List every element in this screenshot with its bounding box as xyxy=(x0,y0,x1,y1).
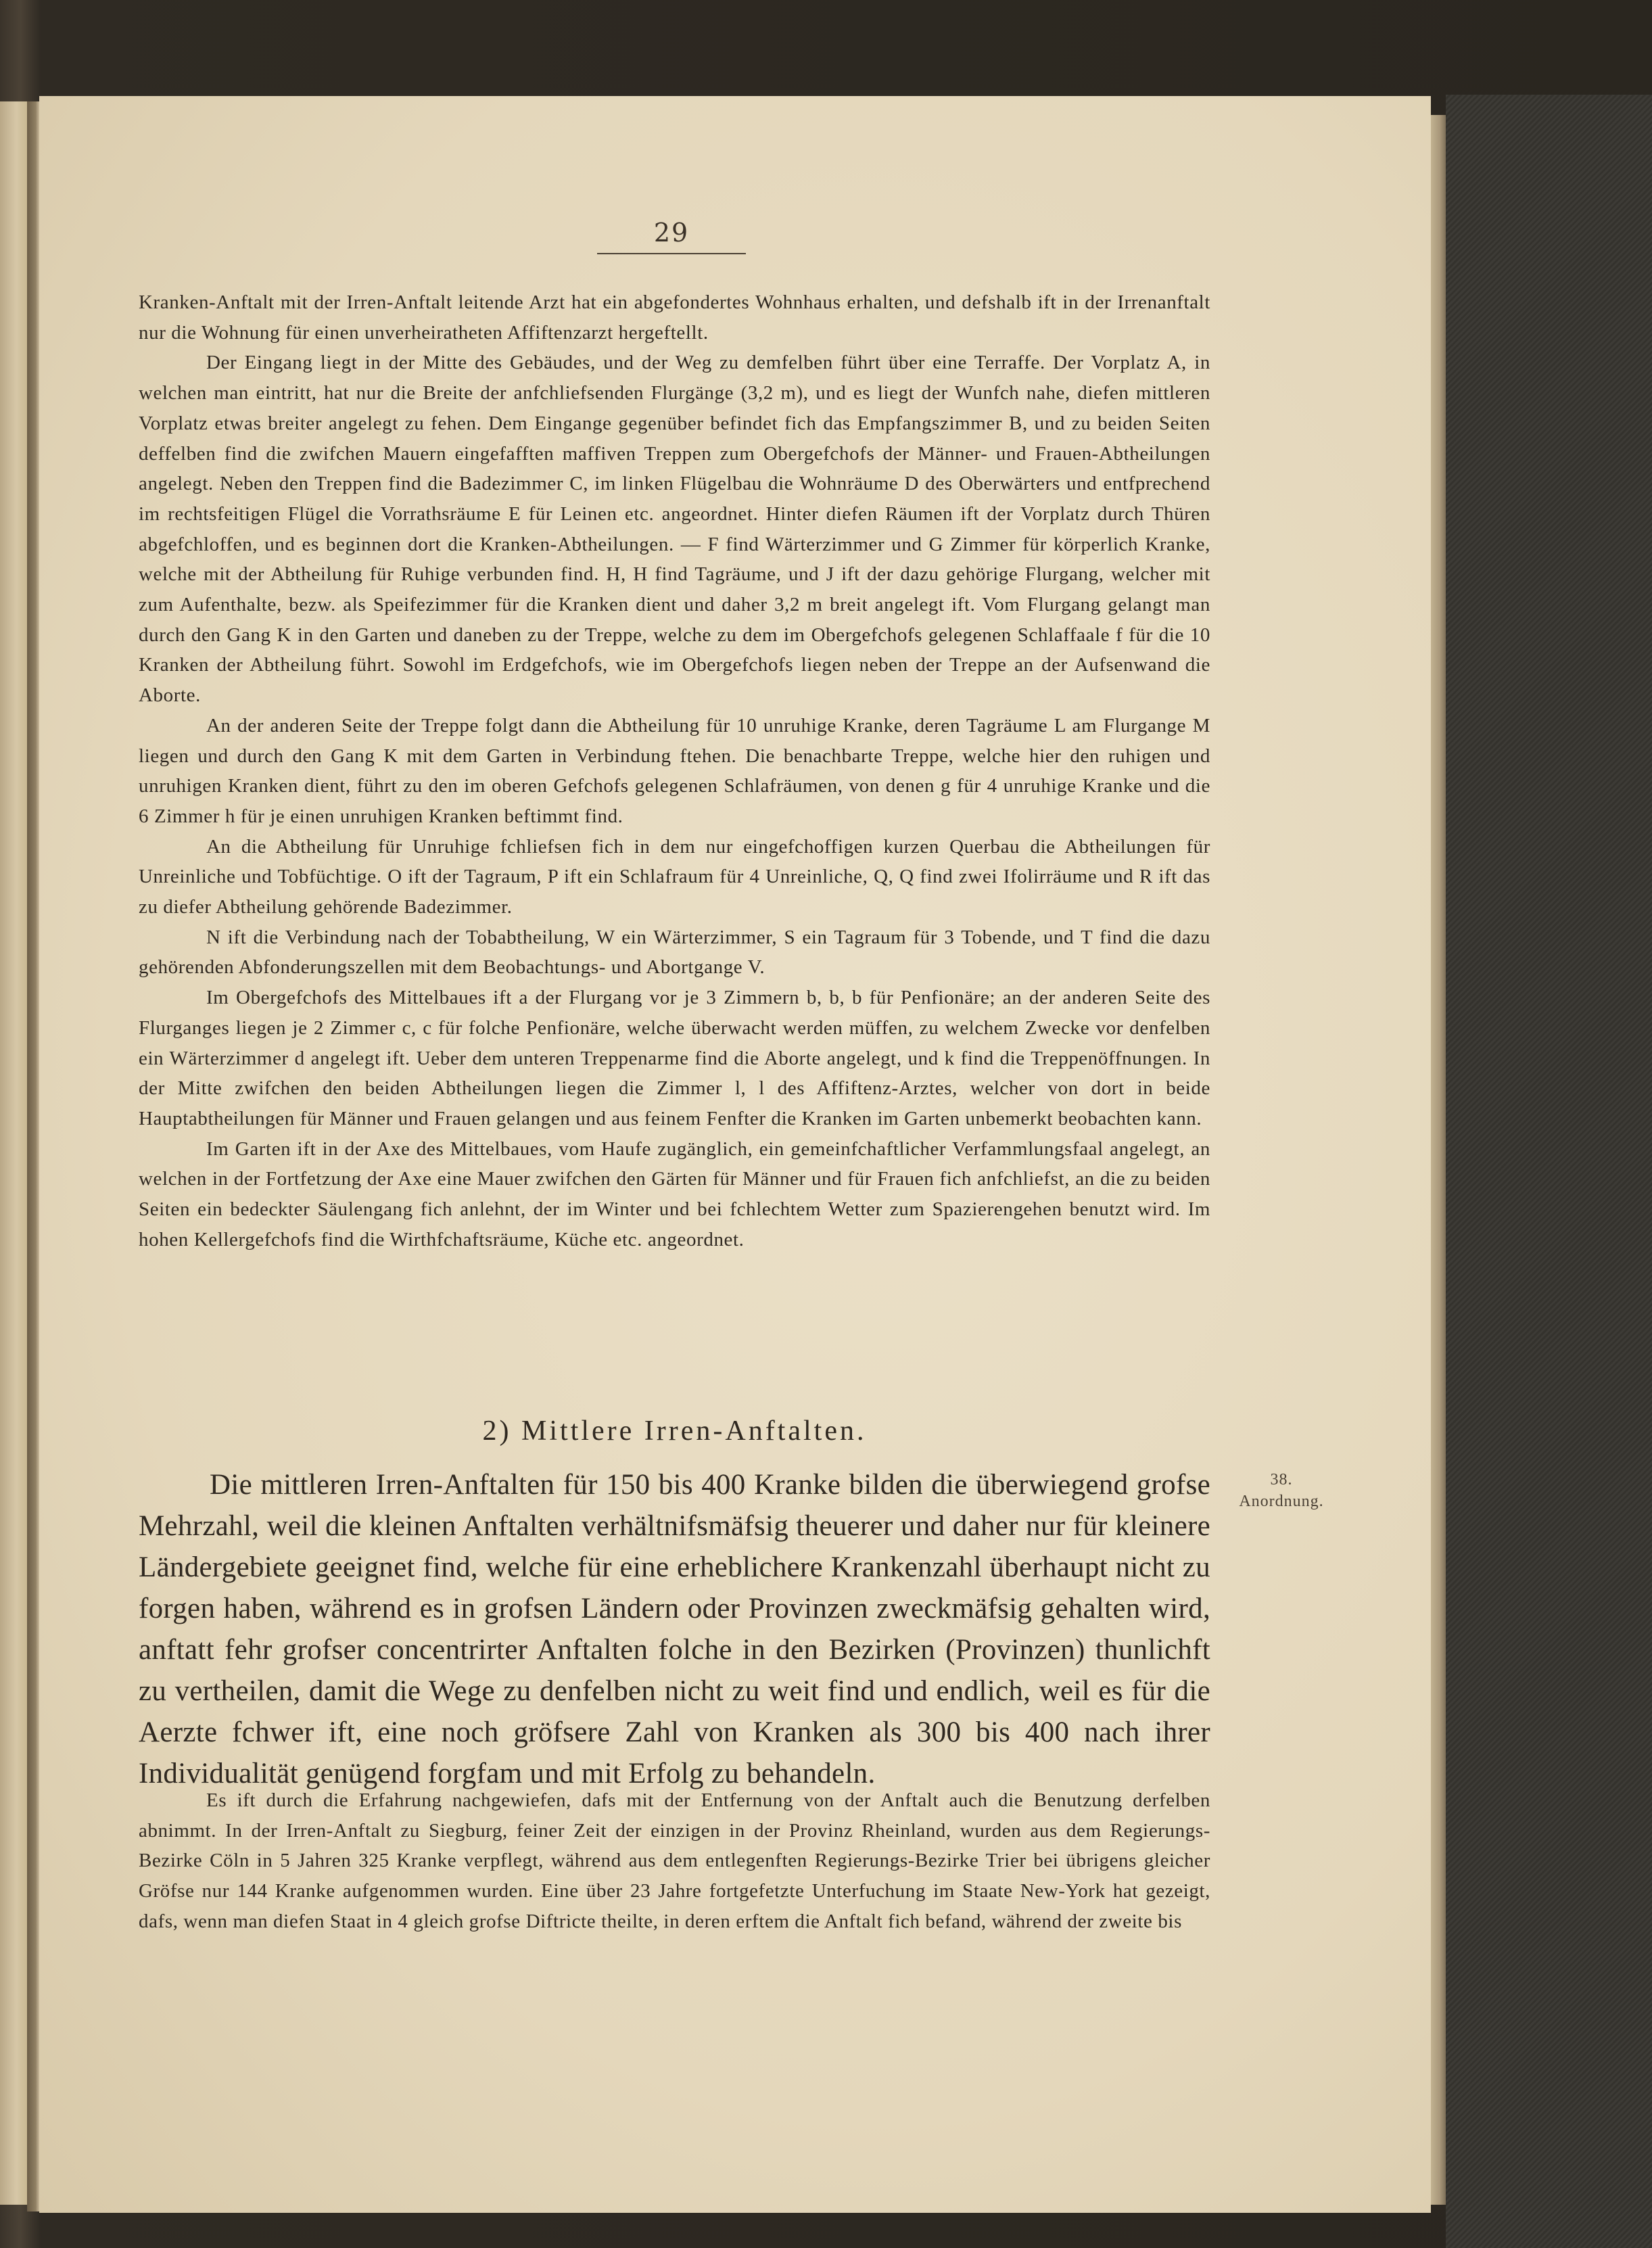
intro-text xyxy=(139,287,1210,1255)
paragraph: An der anderen Seite der Treppe folgt dann die Abtheilung für 10 unruhige Kranke, deren Tagräume L am Flurgange M liegen und durch den Gang K mit dem Garten in Verbindung ftehen. Die benachbarte Treppe, welche hier den ruhigen und unruhigen Kranken dient, führt zu den im oberen Gefchofs gelegenen Schlafräumen, von denen g für 4 unruhige Kranke und die 6 Zimmer h für je einen unruhigen Kranken beftimmt find. xyxy=(139,714,1210,827)
page-number: 29 xyxy=(653,218,690,248)
paragraph: Der Eingang liegt in der Mitte des Gebäudes, und der Weg zu demfelben führt über eine Terraffe. Der Vorplatz A, in welchen man eintritt, hat nur die Breite der anfchliefsenden Flurgänge (3,2 m), und es liegt der Wunfch nahe, diefen mittleren Vorplatz etwas breiter angelegt zu fehen. Dem Eingange gegenüber befindet fich das Empfangszimmer B, und zu beiden Seiten deffelben find die zwifchen Mauern eingefafften maffiven Treppen zum Obergefchofs der Männer- und Frauen-Abtheilungen angelegt. Neben den Treppen find die Badezimmer C, im linken Flügelbau die Wohnräume D des Oberwärters und entfprechend im rechtsfeitigen Flügel die Vorrathsräume E für Leinen etc. angeordnet. Hinter diefen Räumen ift der Vorplatz durch Thüren abgefchloffen, und es beginnen dort die Kranken-Abtheilungen. — F find Wärterzimmer und G Zimmer für körperlich Kranke, welche mit der Abtheilung für Ruhige verbunden find. H, H find Tagräume, und J ift der dazu gehörige Flurgang, welcher mit zum Aufenthalte, bezw. als Speifezimmer für die Kranken dient und daher 3,2 m breit angelegt ift. Vom Flurgang gelangt man durch den Gang K in den Garten und daneben zu der Treppe, welche zu dem im Obergefchofs gelegenen Schlaffaale f für die 10 Kranken der Abtheilung führt. Sowohl im Erdgefchofs, wie im Obergefchofs liegen neben der Treppe an der Aufsenwand die Aborte. xyxy=(139,352,1210,707)
page-number-rule xyxy=(597,253,746,254)
margin-note-number: 38. xyxy=(1270,1471,1293,1489)
lead-paragraph: Die mittleren Irren-Anftalten für 150 bis 400 Kranke bilden die überwiegend grofse Mehrzahl, weil die kleinen Anftalten verhältnifsmäfsig theuerer und daher nur für kleinere Ländergebiete geeignet find, welche für eine erheblichere Krankenzahl überhaupt nicht zu forgen haben, während es in grofsen Ländern oder Provinzen zweckmäfsig gehalten wird, anftatt fehr grofser concentrirter Anftalten folche in den Bezirken (Provinzen) thunlichft zu vertheilen, damit die Wege zu denfelben nicht zu weit find und endlich, weil es für die Aerzte fchwer ift, eine noch gröfsere Zahl von Kranken als 300 bis 400 nach ihrer Individualität genügend forgfam und mit Erfolg zu behandeln. xyxy=(139,1469,1210,1789)
margin-note-label: Anordnung. xyxy=(1239,1493,1324,1510)
paragraph: Im Obergefchofs des Mittelbaues ift a der Flurgang vor je 3 Zimmern b, b, b für Penfionäre; an der anderen Seite des Flurganges liegen je 2 Zimmer c, c für folche Penfionäre, welche überwacht werden müffen, zu welchem Zwecke vor denfelben ein Wärterzimmer d angelegt ift. Ueber dem unteren Treppenarme find die Aborte angelegt, und k find die Treppenöffnungen. In der Mitte zwifchen den beiden Abtheilungen liegen die Zimmer l, l des Affiftenz-Arztes, welcher von dort in beide Hauptabtheilungen für Männer und Frauen gelangen und aus feinem Fenfter die Kranken im Garten unbemerkt beobachten kann. xyxy=(139,987,1210,1129)
paragraph: N ift die Verbindung nach der Tobabtheilung, W ein Wärterzimmer, S ein Tagraum für 3 Tobende, und T find die dazu gehörenden Abfonderungszellen mit dem Beobachtungs- und Abortgange V. xyxy=(139,926,1210,979)
margin-note xyxy=(1221,1469,1342,1512)
paragraph: An die Abtheilung für Unruhige fchliefsen fich in dem nur eingefchoffigen kurzen Querbau die Abtheilungen für Unreinliche und Tobfüchtige. O ift der Tagraum, P ift ein Schlafraum für 4 Unreinliche, Q, Q find zwei Ifolirräume und R ift das zu diefer Abtheilung gehörende Badezimmer. xyxy=(139,835,1210,918)
paragraph: Kranken-Anftalt mit der Irren-Anftalt leitende Arzt hat ein abgefondertes Wohnhaus erhalten, und defshalb ift in der Irrenanftalt nur die Wohnung für einen unverheiratheten Affiftenzarzt hergeftellt. xyxy=(139,291,1210,344)
spine-shadow xyxy=(27,101,39,2211)
book-cover xyxy=(1446,95,1652,2248)
paragraph: Im Garten ift in der Axe des Mittelbaues, vom Haufe zugänglich, ein gemeinfchaftlicher Verfammlungsfaal angelegt, an welchen in der Fortfetzung der Axe eine Mauer zwifchen den Gärten für Männer und für Frauen fich anfchliefst, an die zu beiden Seiten ein bedeckter Säulengang fich anlehnt, der im Winter und bei fchlechtem Wetter zum Spazierengehen benutzt wird. Im hohen Kellergefchofs find die Wirthfchaftsräume, Küche etc. angeordnet. xyxy=(139,1138,1210,1250)
section-heading: 2) Mittlere Irren-Anftalten. xyxy=(482,1415,867,1447)
follow-text xyxy=(139,1785,1210,1937)
page-edges xyxy=(1431,115,1446,2205)
left-page-edge xyxy=(0,101,27,2205)
paragraph: Es ift durch die Erfahrung nachgewiefen, dafs mit der Entfernung von der Anftalt auch die Benutzung derfelben abnimmt. In der Irren-Anftalt zu Siegburg, feiner Zeit der einzigen in der Provinz Rheinland, wurden aus dem Regierungs-Bezirke Cöln in 5 Jahren 325 Kranke verpflegt, während aus dem entlegenften Regierungs-Bezirke Trier bei übrigens gleicher Gröfse nur 144 Kranke aufgenommen wurden. Eine über 23 Jahre fortgefetzte Unterfuchung im Staate New-York hat gezeigt, dafs, wenn man diefen Staat in 4 gleich grofse Diftricte theilte, in deren erftem die Anftalt fich befand, während der zweite bis xyxy=(139,1789,1210,1932)
lead-text xyxy=(139,1464,1210,1794)
